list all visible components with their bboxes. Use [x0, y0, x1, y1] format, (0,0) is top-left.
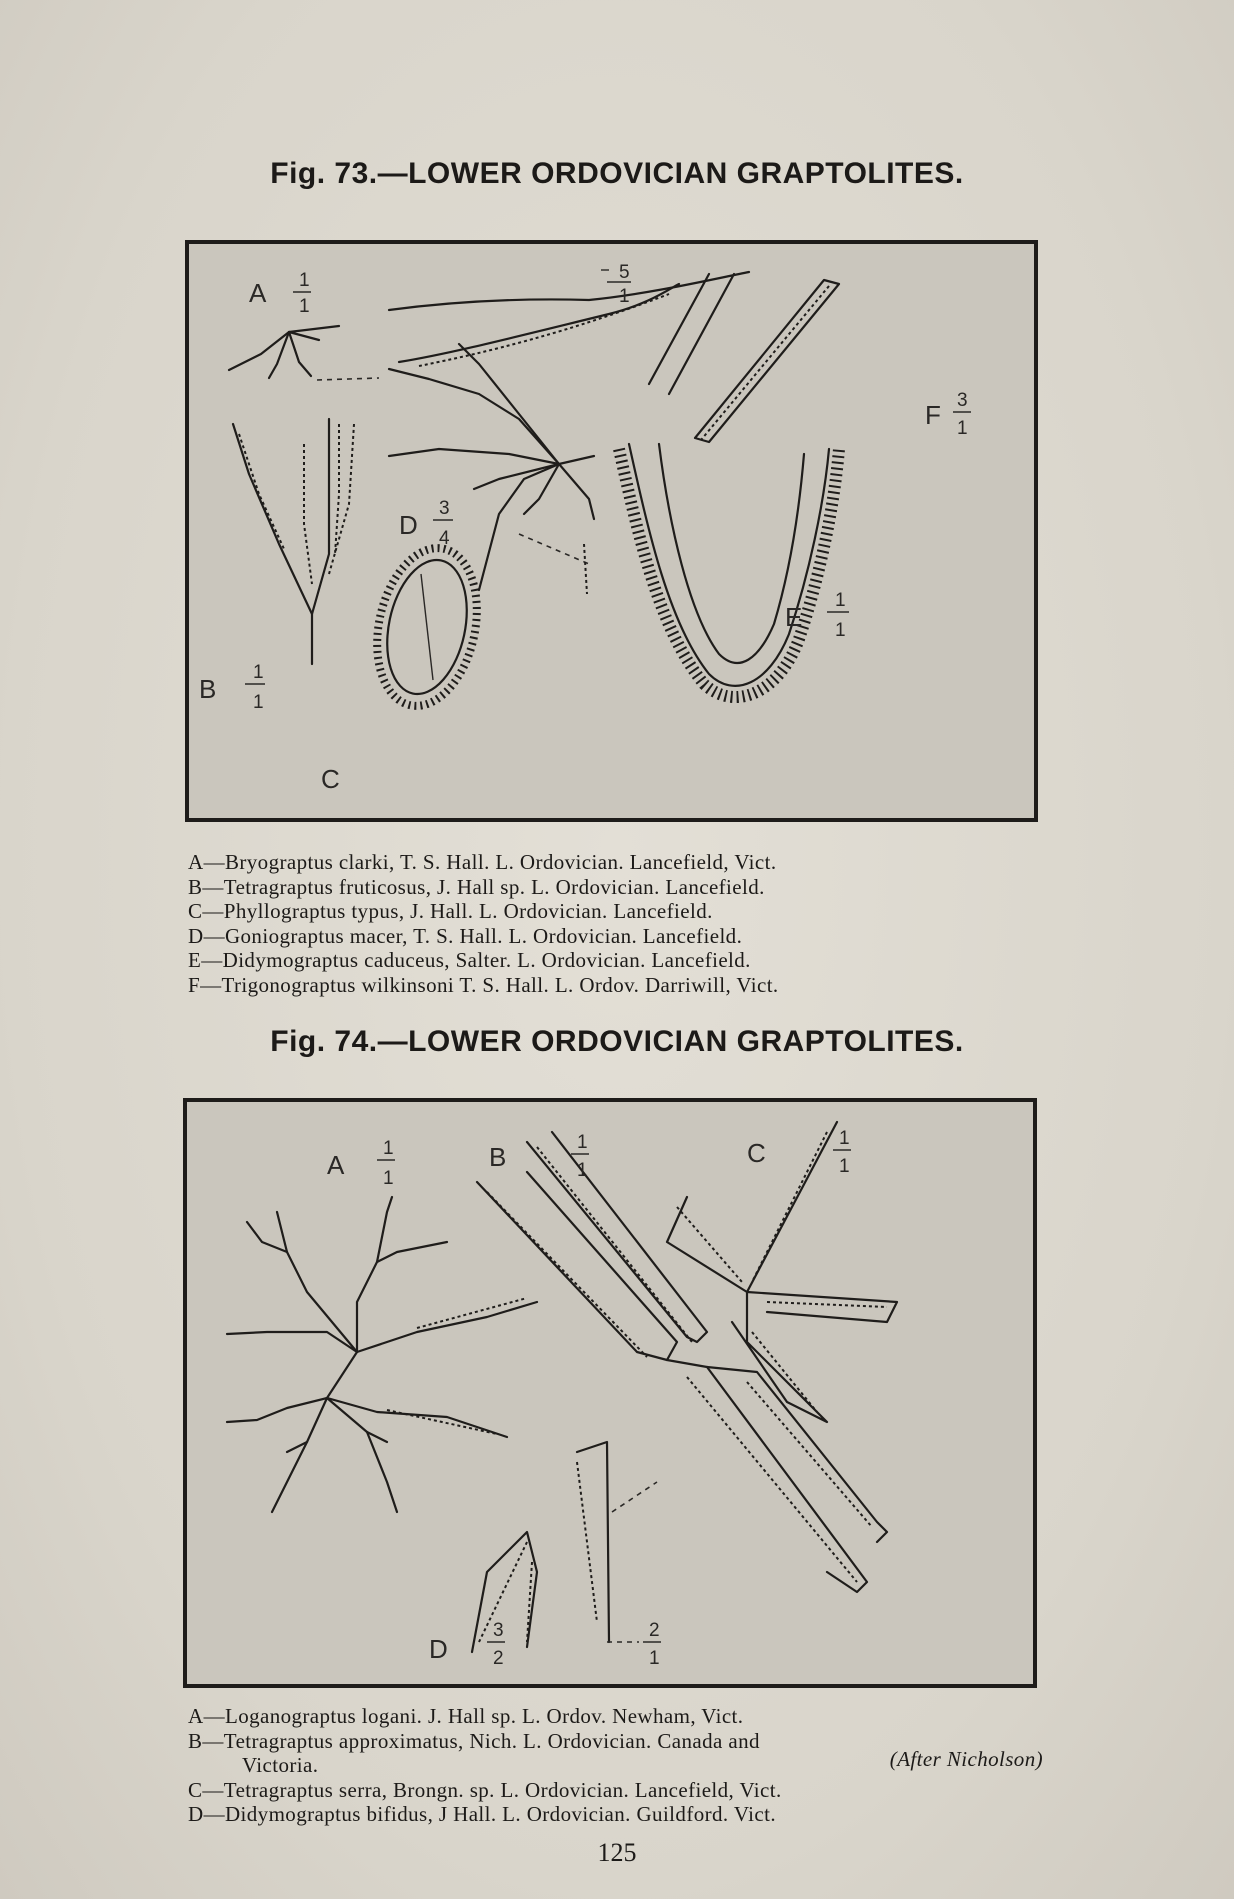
fig73-caption-e: E—Didymograptus caduceus, Salter. L. Ordovician. Lancefield. — [188, 948, 751, 972]
fig74-specimen-a — [227, 1197, 537, 1512]
fig73-label-e-den: 1 — [835, 620, 846, 641]
fig73-caption-c: C—Phyllograptus typus, J. Hall. L. Ordovician. Lancefield. — [188, 899, 713, 923]
fig73-caption-b: B—Tetragraptus fruticosus, J. Hall sp. L. Ordovician. Lancefield. — [188, 874, 765, 899]
fig74-label-d2-num: 2 — [649, 1620, 660, 1641]
fig74-label-c-num: 1 — [839, 1128, 850, 1149]
fig74-labels — [327, 1128, 851, 1669]
fig73-title: Fig. 73.—LOWER ORDOVICIAN GRAPTOLITES. — [270, 157, 964, 190]
fig74-label-c-letter: C — [747, 1138, 766, 1168]
fig74-label-c-den: 1 — [839, 1156, 850, 1177]
fig74-caption-after-nicholson: (After Nicholson) — [889, 1747, 1043, 1771]
fig73-plate — [185, 240, 1038, 822]
fig74-plate — [183, 1098, 1037, 1688]
fig73-label-b-letter: B — [199, 674, 217, 704]
fig73-label-b-num: 1 — [253, 662, 264, 683]
fig73-specimen-b — [233, 419, 354, 664]
fig73-label-c-letter: C — [321, 764, 340, 794]
fig74-specimen-b — [477, 1132, 887, 1592]
fig74-captions — [188, 1704, 1088, 1827]
fig74-label-d-letter: D — [429, 1634, 448, 1664]
fig73-label-d-letter: D — [399, 510, 418, 540]
fig74-caption-a: A—Loganograptus logani. J. Hall sp. L. Ordov. Newham, Vict. — [188, 1704, 744, 1728]
fig73-label-a-num: 1 — [299, 270, 310, 291]
fig74-label-d-den: 2 — [493, 1648, 504, 1669]
fig74-caption-b: B—Tetragraptus approximatus, Nich. L. Ordovician. Canada and — [188, 1728, 760, 1753]
fig73-label-d-num: 3 — [439, 498, 450, 519]
fig73-captions — [188, 850, 1088, 997]
fig73-label-e-letter: E — [785, 602, 803, 632]
fig74-label-a-letter: A — [327, 1150, 345, 1180]
fig73-specimen-c — [363, 539, 490, 715]
fig74-caption-d: D—Didymograptus bifidus, J Hall. L. Ordovician. Guildford. Vict. — [188, 1802, 776, 1826]
fig74-label-d2-den: 1 — [649, 1648, 660, 1669]
fig73-label-b-den: 1 — [253, 692, 264, 713]
fig73-label-a-den: 1 — [299, 296, 310, 317]
fig73-specimen-d — [389, 344, 594, 594]
fig73-label-f-num: 3 — [957, 390, 968, 411]
fig74-illustration — [187, 1102, 1033, 1684]
fig73-label-f-den: 1 — [957, 418, 968, 439]
fig73-illustration — [189, 244, 1034, 818]
fig74-caption-b-cont — [188, 1747, 1088, 1778]
page-number: 125 — [597, 1838, 637, 1867]
fig73-label-e-num: 1 — [835, 590, 846, 611]
fig73-specimen-e — [619, 444, 839, 697]
fig74-caption-c: C—Tetragraptus serra, Brongn. sp. L. Ordovician. Lancefield, Vict. — [188, 1777, 782, 1802]
fig74-label-b-letter: B — [489, 1142, 507, 1172]
fig74-label-d-num: 3 — [493, 1620, 504, 1641]
fig74-specimen-c — [667, 1122, 897, 1422]
fig73-caption-a: A—Bryograptus clarki, T. S. Hall. L. Ordovician. Lancefield, Vict. — [188, 850, 777, 874]
fig73-label-a2-num: 5 — [619, 262, 630, 283]
fig73-label-a2-den: 1 — [619, 286, 630, 307]
fig73-label-f-letter: F — [925, 400, 941, 430]
fig74-label-b-den: 1 — [577, 1160, 588, 1181]
fig73-label-a-letter: A — [249, 278, 267, 308]
fig74-caption-b-victoria: Victoria. — [242, 1753, 319, 1777]
fig74-label-a-num: 1 — [383, 1138, 394, 1159]
fig73-label-d-den: 4 — [439, 528, 450, 549]
fig74-title: Fig. 74.—LOWER ORDOVICIAN GRAPTOLITES. — [270, 1025, 964, 1058]
fig74-label-b-num: 1 — [577, 1132, 588, 1153]
fig73-caption-d: D—Goniograptus macer, T. S. Hall. L. Ordovician. Lancefield. — [188, 923, 743, 948]
fig73-labels — [199, 262, 971, 794]
fig74-label-a-den: 1 — [383, 1168, 394, 1189]
fig73-caption-f: F—Trigonograptus wilkinsoni T. S. Hall. L. Ordov. Darriwill, Vict. — [188, 972, 779, 997]
